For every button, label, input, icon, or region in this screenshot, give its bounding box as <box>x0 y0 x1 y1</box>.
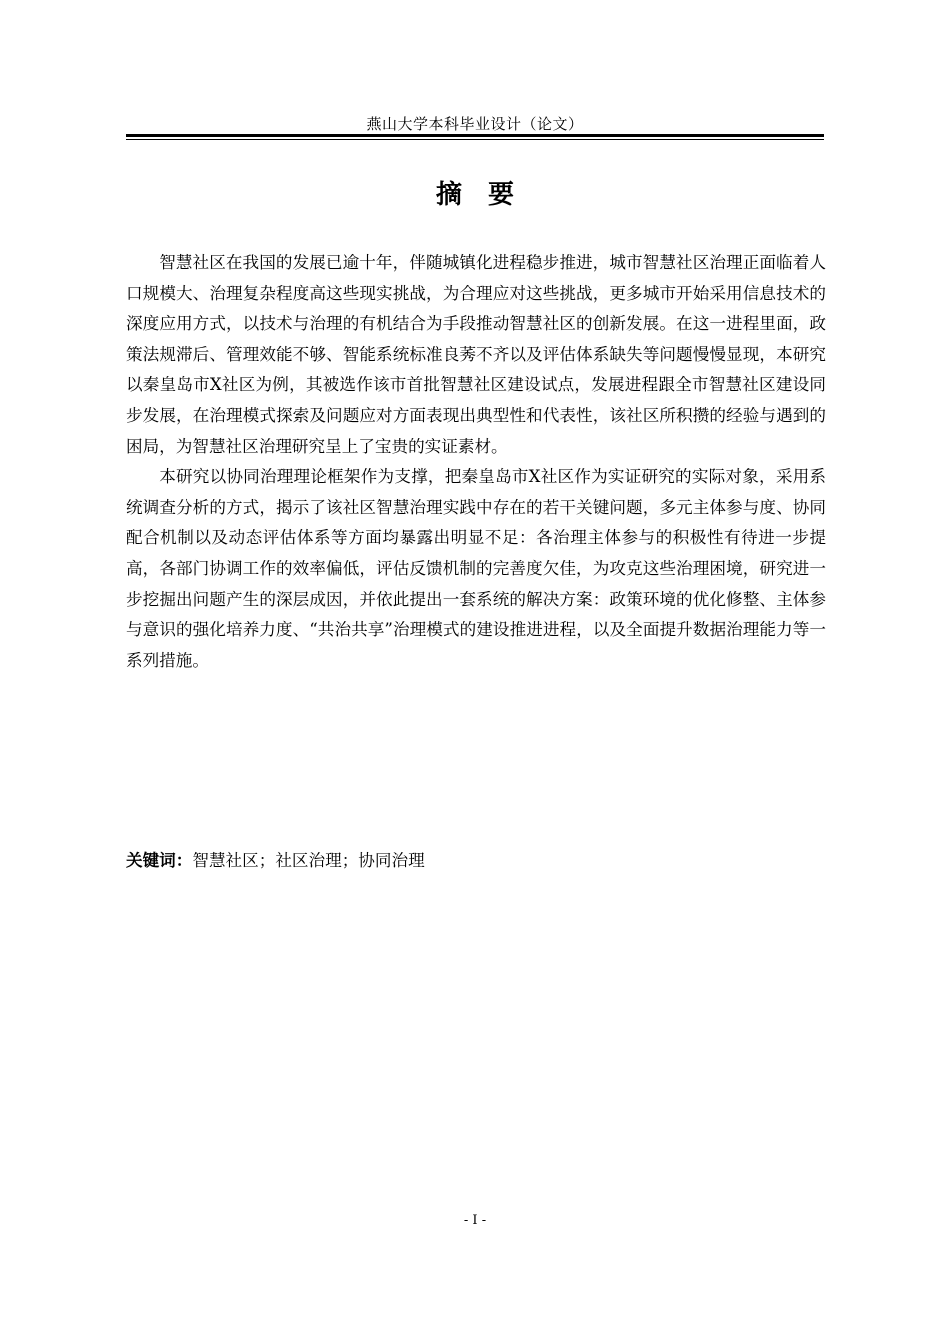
abstract-paragraph-2: 本研究以协同治理理论框架作为支撑，把秦皇岛市X社区作为实证研究的实际对象，采用系统调查分析的方式，揭示了该社区智慧治理实践中存在的若干关键问题，多元主体参与度、协同配合机制以及动态评估体系等方面均暴露出明显不足：各治理主体参与的积极性有待进一步提高，各部门协调工作的效率偏低，评估反馈机制的完善度欠佳，为攻克这些治理困境，研究进一步挖掘出问题产生的深层成因，并依此提出一套系统的解决方案：政策环境的优化修整、主体参与意识的强化培养力度、“共治共享”治理模式的建设推进进程，以及全面提升数据治理能力等一系列措施。 <box>126 467 826 670</box>
header-rule-thick <box>126 134 824 137</box>
keywords-value: 智慧社区；社区治理；协同治理 <box>192 851 425 870</box>
abstract-paragraph-1: 智慧社区在我国的发展已逾十年，伴随城镇化进程稳步推进，城市智慧社区治理正面临着人口规模大、治理复杂程度高这些现实挑战，为合理应对这些挑战，更多城市开始采用信息技术的深度应用方式，以技术与治理的有机结合为手段推动智慧社区的创新发展。在这一进程里面，政策法规滞后、管理效能不够、智能系统标准良莠不齐以及评估体系缺失等问题慢慢显现，本研究以秦皇岛市X社区为例，其被选作该市首批智慧社区建设试点，发展进程跟全市智慧社区建设同步发展，在治理模式探索及问题应对方面表现出典型性和代表性，该社区所积攒的经验与遇到的困局，为智慧社区治理研究呈上了宝贵的实证素材。 <box>126 253 826 456</box>
running-header: 燕山大学本科毕业设计（论文） <box>366 115 584 133</box>
header-rule-thin <box>126 139 824 140</box>
keywords-line <box>126 846 824 876</box>
page-number: - I - <box>463 1213 487 1228</box>
keywords-label: 关键词： <box>126 851 193 870</box>
abstract-heading: 摘 要 <box>435 180 514 210</box>
abstract-body <box>126 248 826 676</box>
